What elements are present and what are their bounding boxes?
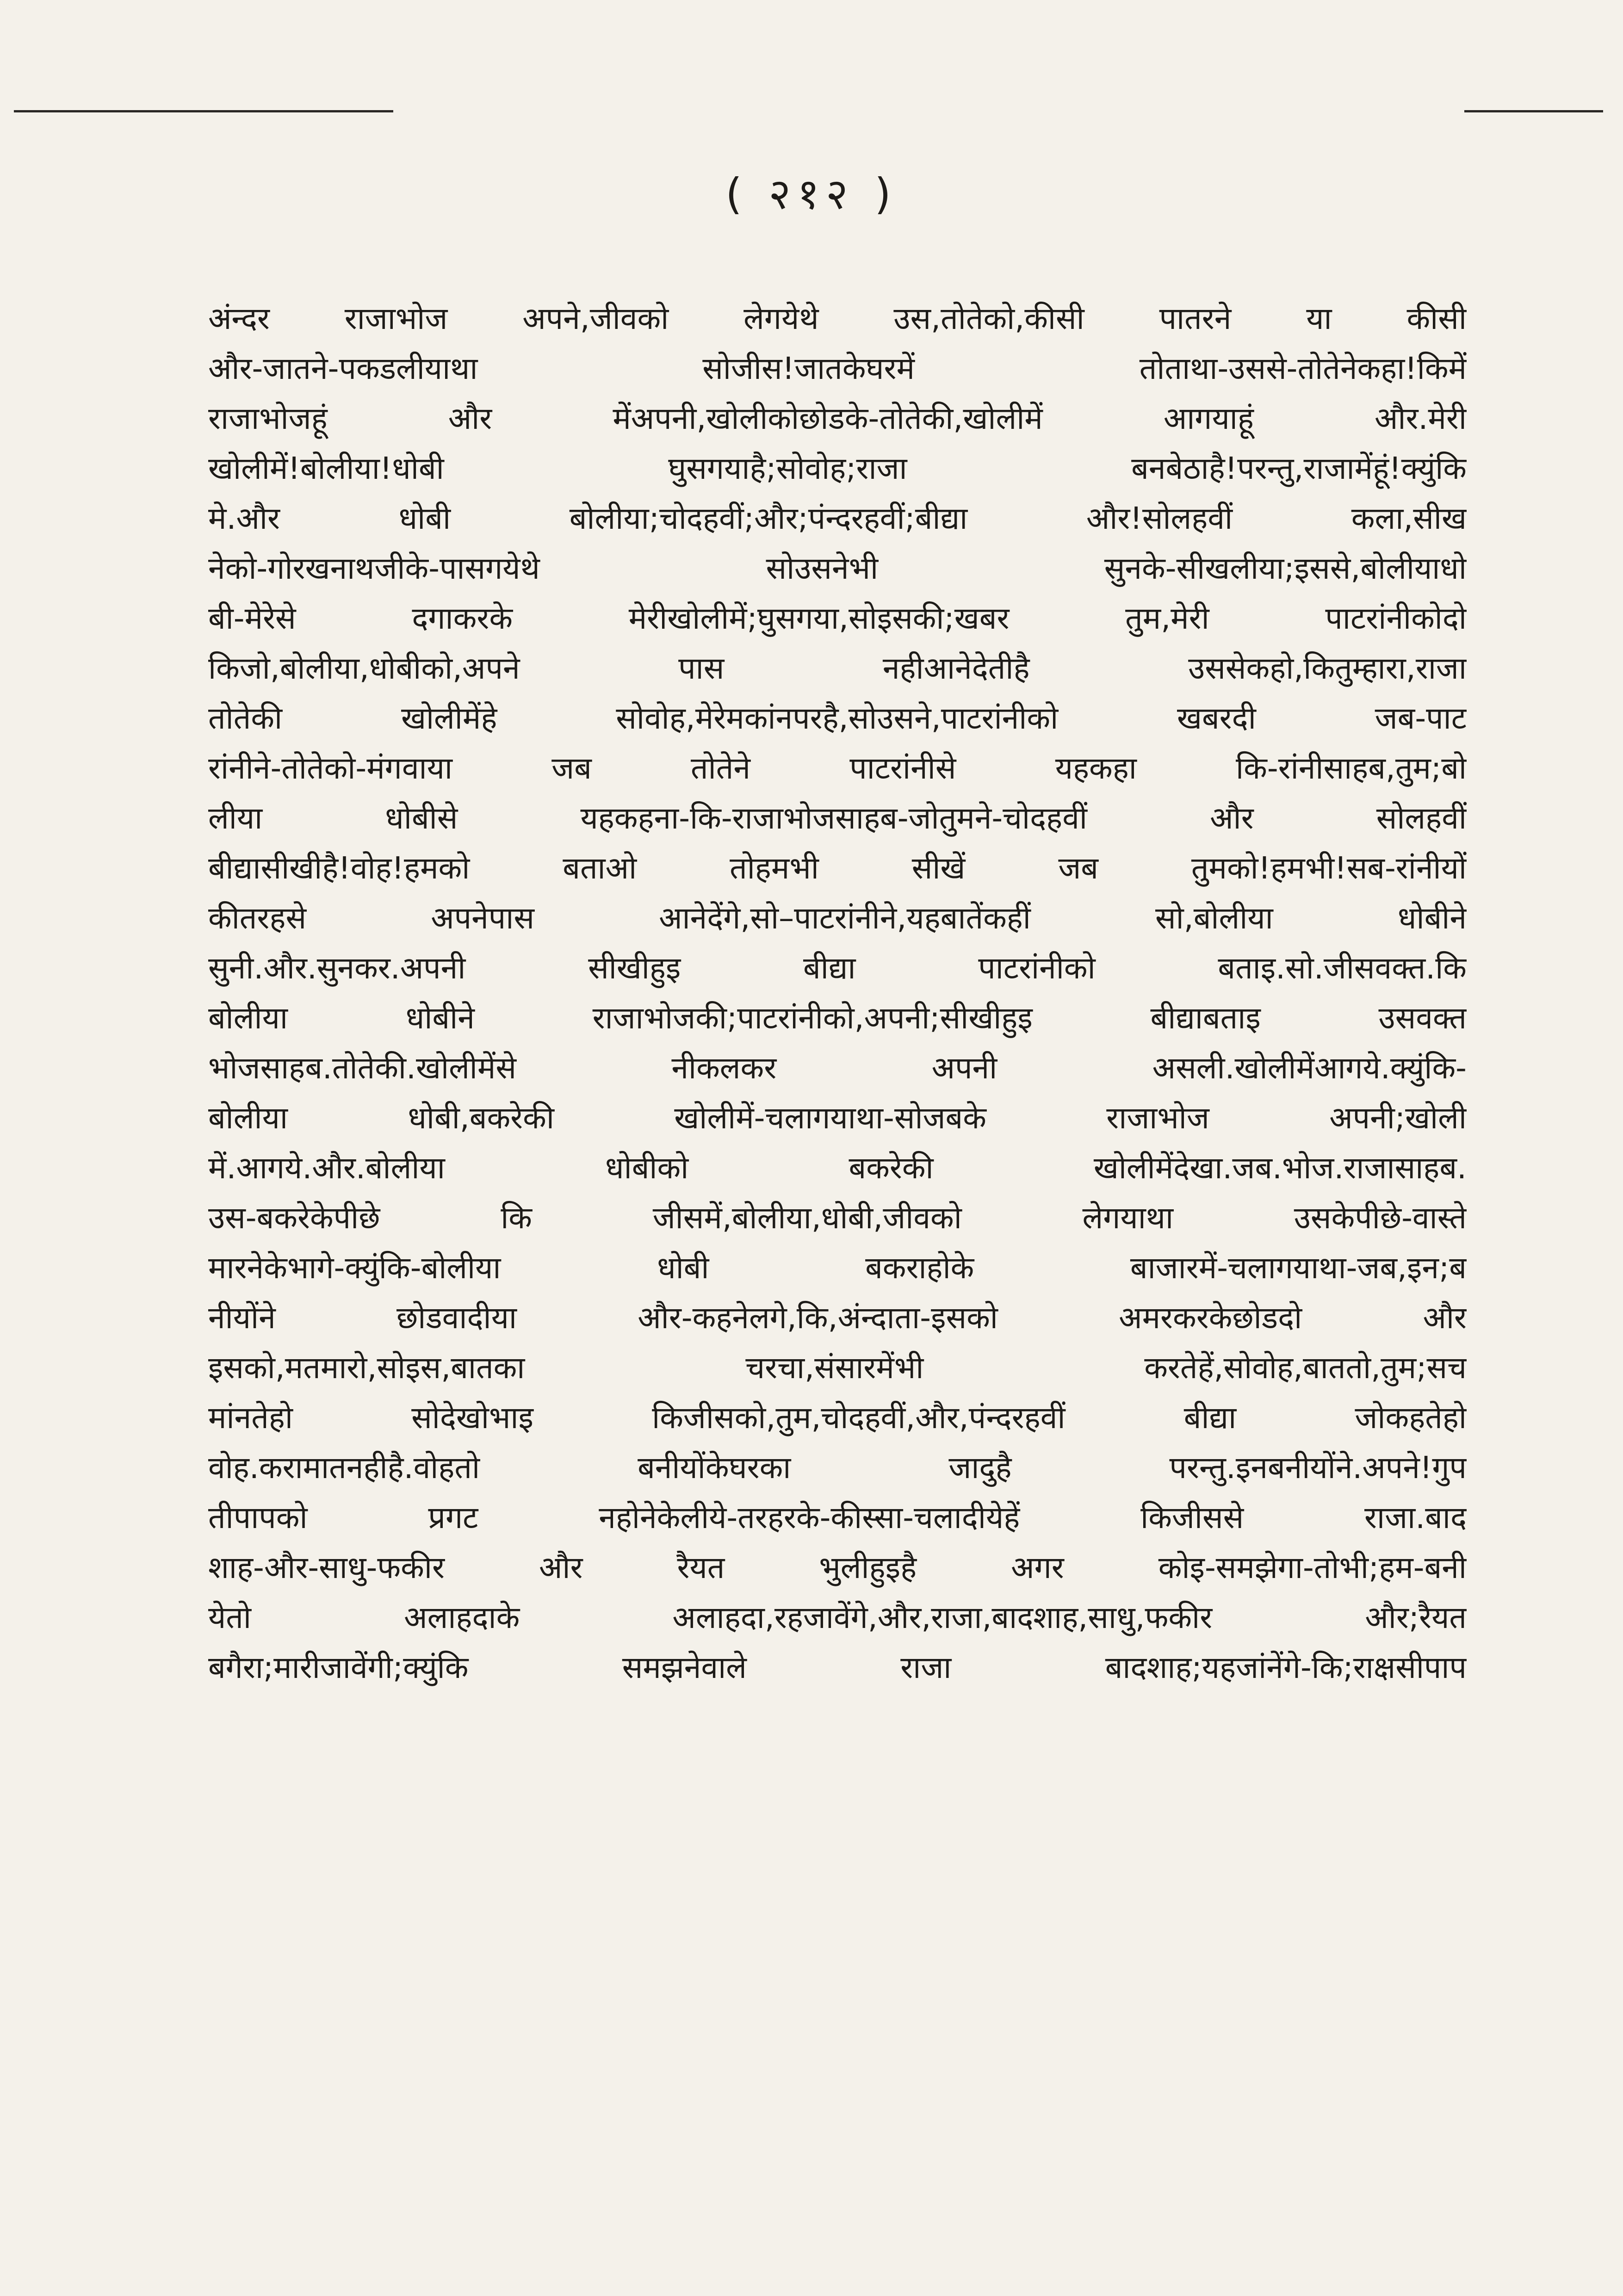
body-text (208, 294, 1467, 1693)
text-line: मे.और धोबी बोलीया;चोदहवीं;और;पंन्दरहवीं;बीद्या और!सोलहवीं कला,सीख (208, 501, 1467, 536)
text-line: बगैरा;मारीजावेंगी;क्युंकि समझनेवाले राजा बादशाह;यहजांनेंगे-कि;राक्षसीपाप (208, 1650, 1467, 1685)
text-line: बोलीया धोबी,बकरेकी खोलीमें-चलागयाथा-सोजबके राजाभोज अपनी;खोली (208, 1100, 1467, 1136)
text-line: बोलीया धोबीने राजाभोजकी;पाटरांनीको,अपनी;सीखीहुइ बीद्याबताइ उसवक्त (208, 1000, 1467, 1036)
header-rule-left (14, 110, 393, 112)
text-line: भोजसाहब.तोतेकी.खोलीमेंसे नीकलकर अपनी असली.खोलीमेंआगये.क्युंकि- (208, 1050, 1467, 1086)
text-line: उस-बकरेकेपीछे कि जीसमें,बोलीया,धोबी,जीवको लेगयाथा उसकेपीछे-वास्ते (208, 1200, 1467, 1236)
page-number: ( २१२ ) (725, 169, 898, 219)
text-line: मांनतेहो सोदेखोभाइ किजीसको,तुम,चोदहवीं,और,पंन्दरहवीं बीद्या जोकहतेहो (208, 1400, 1467, 1436)
text-line: अंन्दर राजाभोज अपने,जीवको लेगयेथे उस,तोतेको,कीसी पातरने या कीसी (208, 301, 1467, 336)
text-line: तीपापको प्रगट नहोनेकेलीये-तरहरके-कीस्सा-चलादीयेहें किजीससे राजा.बाद (208, 1500, 1467, 1535)
text-line: वोह.करामातनहीहै.वोहतो बनीयोंकेघरका जादुहै परन्तु.इनबनीयोंने.अपने!गुप (208, 1450, 1467, 1485)
text-line: तोतेकी खोलीमेंहे सोवोह,मेरेमकांनपरहै,सोउसने,पाटरांनीको खबरदी जब-पाट (208, 700, 1467, 736)
text-line: इसको,मतमारो,सोइस,बातका चरचा,संसारमेंभी करतेहें,सोवोह,बाततो,तुम;सच (208, 1350, 1467, 1386)
text-line: नेको-गोरखनाथजीके-पासगयेथे सोउसनेभी सुनके-सीखलीया;इससे,बोलीयाधो (208, 551, 1467, 586)
text-line: राजाभोजहूं और मेंअपनी,खोलीकोछोडके-तोतेकी,खोलीमें आगयाहूं और.मेरी (208, 401, 1467, 436)
text-line: बीद्यासीखीहै!वोह!हमको बताओ तोहमभी सीखें जब तुमको!हमभी!सब-रांनीयों (208, 850, 1467, 886)
text-line: खोलीमें!बोलीया!धोबी घुसगयाहै;सोवोह;राजा बनबेठाहै!परन्तु,राजामेंहूं!क्युंकि (208, 451, 1467, 486)
text-line: और-जातने-पकडलीयाथा सोजीस!जातकेघरमें तोताथा-उससे-तोतेनेकहा!किमें (208, 351, 1467, 386)
text-line: लीया धोबीसे यहकहना-कि-राजाभोजसाहब-जोतुमने-चोदहवीं और सोलहवीं (208, 800, 1467, 836)
text-line: कीतरहसे अपनेपास आनेदेंगे,सो–पाटरांनीने,यहबातेंकहीं सो,बोलीया धोबीने (208, 900, 1467, 936)
text-line: येतो अलाहदाके अलाहदा,रहजावेंगे,और,राजा,बादशाह,साधु,फकीर और;रैयत (208, 1600, 1467, 1635)
text-line: रांनीने-तोतेको-मंगवाया जब तोतेने पाटरांनीसे यहकहा कि-रांनीसाहब,तुम;बो (208, 750, 1467, 786)
text-line: मारनेकेभागे-क्युंकि-बोलीया धोबी बकराहोके बाजारमें-चलागयाथा-जब,इन;ब (208, 1250, 1467, 1286)
text-line: में.आगये.और.बोलीया धोबीको बकरेकी खोलीमेंदेखा.जब.भोज.राजासाहब. (208, 1150, 1467, 1186)
text-line: बी-मेरेसे दगाकरके मेरीखोलीमें;घुसगया,सोइसकी;खबर तुम,मेरी पाटरांनीकोदो (208, 600, 1467, 636)
text-line: नीयोंने छोडवादीया और-कहनेलगे,कि,अंन्दाता-इसको अमरकरकेछोडदो और (208, 1300, 1467, 1336)
text-line: शाह-और-साधु-फकीर और रैयत भुलीहुइहै अगर कोइ-समझेगा-तोभी;हम-बनी (208, 1550, 1467, 1585)
header-rule-right (1464, 110, 1603, 112)
text-line: सुनी.और.सुनकर.अपनी सीखीहुइ बीद्या पाटरांनीको बताइ.सो.जीसवक्त.कि (208, 950, 1467, 986)
text-line: किजो,बोलीया,धोबीको,अपने पास नहीआनेदेतीहै उससेकहो,कितुम्हारा,राजा (208, 650, 1467, 686)
